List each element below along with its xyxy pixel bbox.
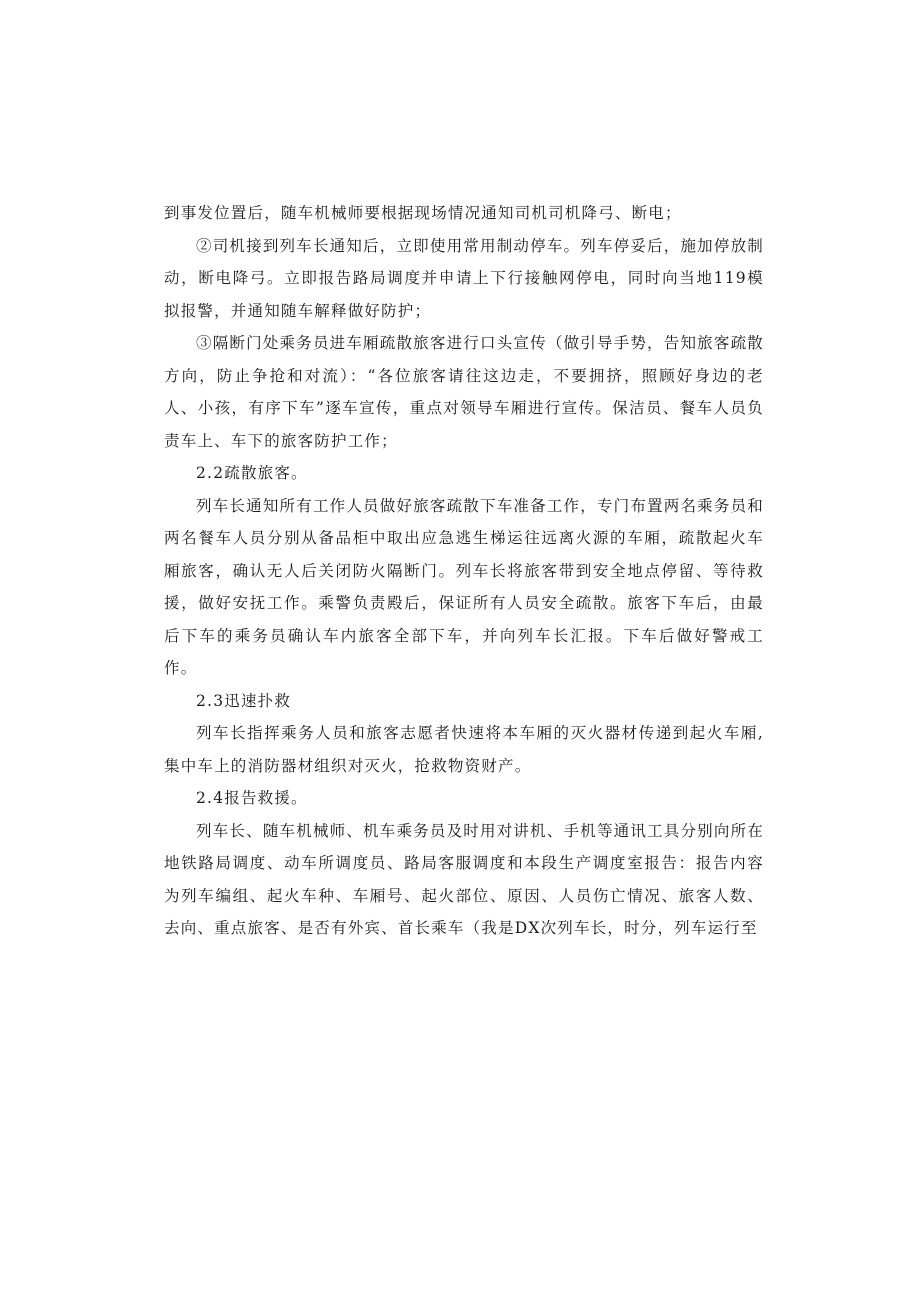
paragraph-continuation: 到事发位置后，随车机械师要根据现场情况通知司机司机降弓、断电；: [164, 204, 682, 222]
paragraph-report: 列车长、随车机械师、机车乘务员及时用对讲机、手机等通讯工具分别向所在地铁路局调度、动车所调度员、路局客服调度和本段生产调度室报告：报告内容为列车编组、起火车种、车厢号、起火部位、原因、人员伤亡情况、旅客人数、去向、重点旅客、是否有外宾、首长乘车（我是DX次列车长，时分，列车运行至: [164, 821, 764, 937]
section-heading-2-3: 2.3迅速扑救: [196, 691, 292, 710]
paragraph-step-3: ③隔断门处乘务员进车厢疏散旅客进行口头宣传（做引导手势，告知旅客疏散方向，防止争抢和对流）：“各位旅客请往这边走，不要拥挤，照顾好身边的老人、小孩，有序下车”逐车宣传，重点对领导车厢进行宣传。保洁员、餐车人员负责车上、车下的旅客防护工作；: [164, 334, 764, 450]
paragraph-evacuation: 列车长通知所有工作人员做好旅客疏散下车准备工作，专门布置两名乘务员和两名餐车人员分别从备品柜中取出应急逃生梯运往远离火源的车厢，疏散起火车厢旅客，确认无人后关闭防火隔断门。列车长将旅客带到安全地点停留、等待救援，做好安抚工作。乘警负责殿后，保证所有人员安全疏散。旅客下车后，由最后下车的乘务员确认车内旅客全部下车，并向列车长汇报。下车后做好警戒工作。: [164, 496, 764, 677]
section-heading-2-2: 2.2疏散旅客。: [196, 464, 308, 482]
paragraph-step-2: ②司机接到列车长通知后，立即使用常用制动停车。列车停妥后，施加停放制动，断电降弓。立即报告路局调度并申请上下行接触网停电，同时向当地119模拟报警，并通知随车解释做好防护；: [164, 236, 764, 320]
section-heading-2-4: 2.4报告救援。: [196, 789, 308, 807]
paragraph-firefighting: 列车长指挥乘务人员和旅客志愿者快速将本车厢的灭火器材传递到起火车厢,集中车上的消防器材组织对灭火，抢救物资财产。: [164, 724, 764, 775]
document-body: [164, 197, 764, 945]
